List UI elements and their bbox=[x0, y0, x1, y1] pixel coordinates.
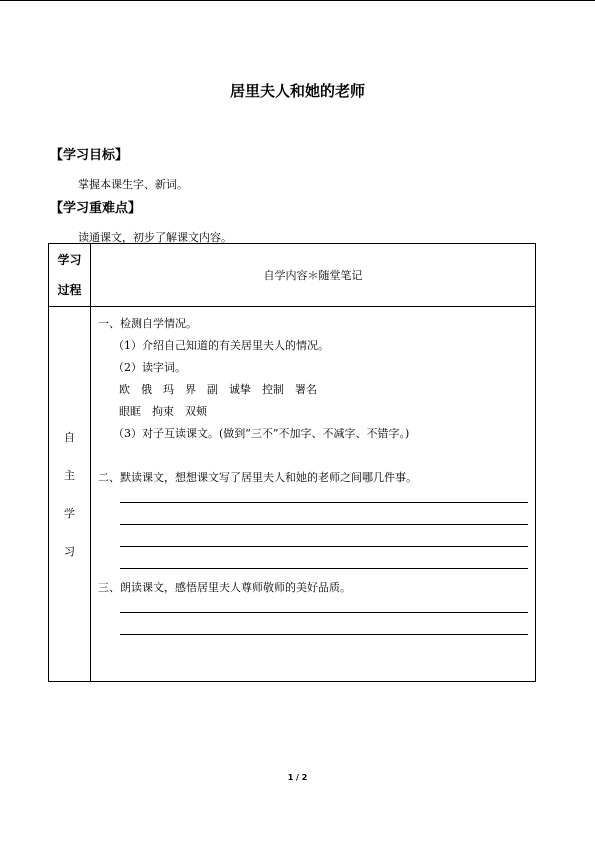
answer-line bbox=[120, 568, 528, 569]
answer-line bbox=[120, 502, 528, 503]
answer-line bbox=[120, 612, 528, 613]
header-cell-process bbox=[49, 244, 91, 307]
item-read-aloud: 三、朗读课文，感悟居里夫人尊师敬师的美好品质。 bbox=[98, 581, 351, 594]
vocab-line-1: 欧 俄 玛 界 副 诚挚 控制 署名 bbox=[119, 383, 317, 396]
side-char-3: 学 bbox=[64, 507, 75, 520]
item-silent-reading: 二、默读课文，想想课文写了居里夫人和她的老师之间哪几件事。 bbox=[98, 471, 417, 484]
answer-line bbox=[120, 546, 528, 547]
item-read-words: （2）读字词。 bbox=[113, 361, 186, 374]
content-cell bbox=[91, 307, 536, 682]
item-pair-reading: （3）对子互读课文。(做到“三不”不加字、不减字、不错字。) bbox=[113, 427, 410, 440]
study-table bbox=[48, 243, 536, 682]
header-line-2: 过程 bbox=[57, 283, 82, 297]
vocab-line-2: 眼眶 拘束 双颊 bbox=[119, 405, 207, 418]
page-number: 1 / 2 bbox=[287, 773, 308, 782]
learning-goals-heading: 【学习目标】 bbox=[50, 148, 129, 163]
answer-line bbox=[120, 524, 528, 525]
header-line-1: 学习 bbox=[57, 253, 82, 267]
header-cell-content: 自学内容＊随堂笔记 bbox=[91, 244, 536, 307]
side-char-1: 自 bbox=[64, 431, 75, 444]
answer-line bbox=[120, 634, 528, 635]
learning-goals-text: 掌握本课生字、新词。 bbox=[78, 178, 188, 191]
side-char-2: 主 bbox=[64, 469, 75, 482]
key-points-text: 读通课文，初步了解课文内容。 bbox=[78, 231, 232, 244]
side-char-4: 习 bbox=[64, 545, 75, 558]
top-rule bbox=[0, 0, 595, 1]
item-check-self-study: 一、检测自学情况。 bbox=[98, 317, 197, 330]
item-introduce-curie: （1）介绍自己知道的有关居里夫人的情况。 bbox=[113, 339, 329, 352]
page-title: 居里夫人和她的老师 bbox=[229, 82, 365, 100]
key-points-heading: 【学习重难点】 bbox=[50, 201, 142, 216]
side-label-self-study bbox=[49, 307, 91, 682]
